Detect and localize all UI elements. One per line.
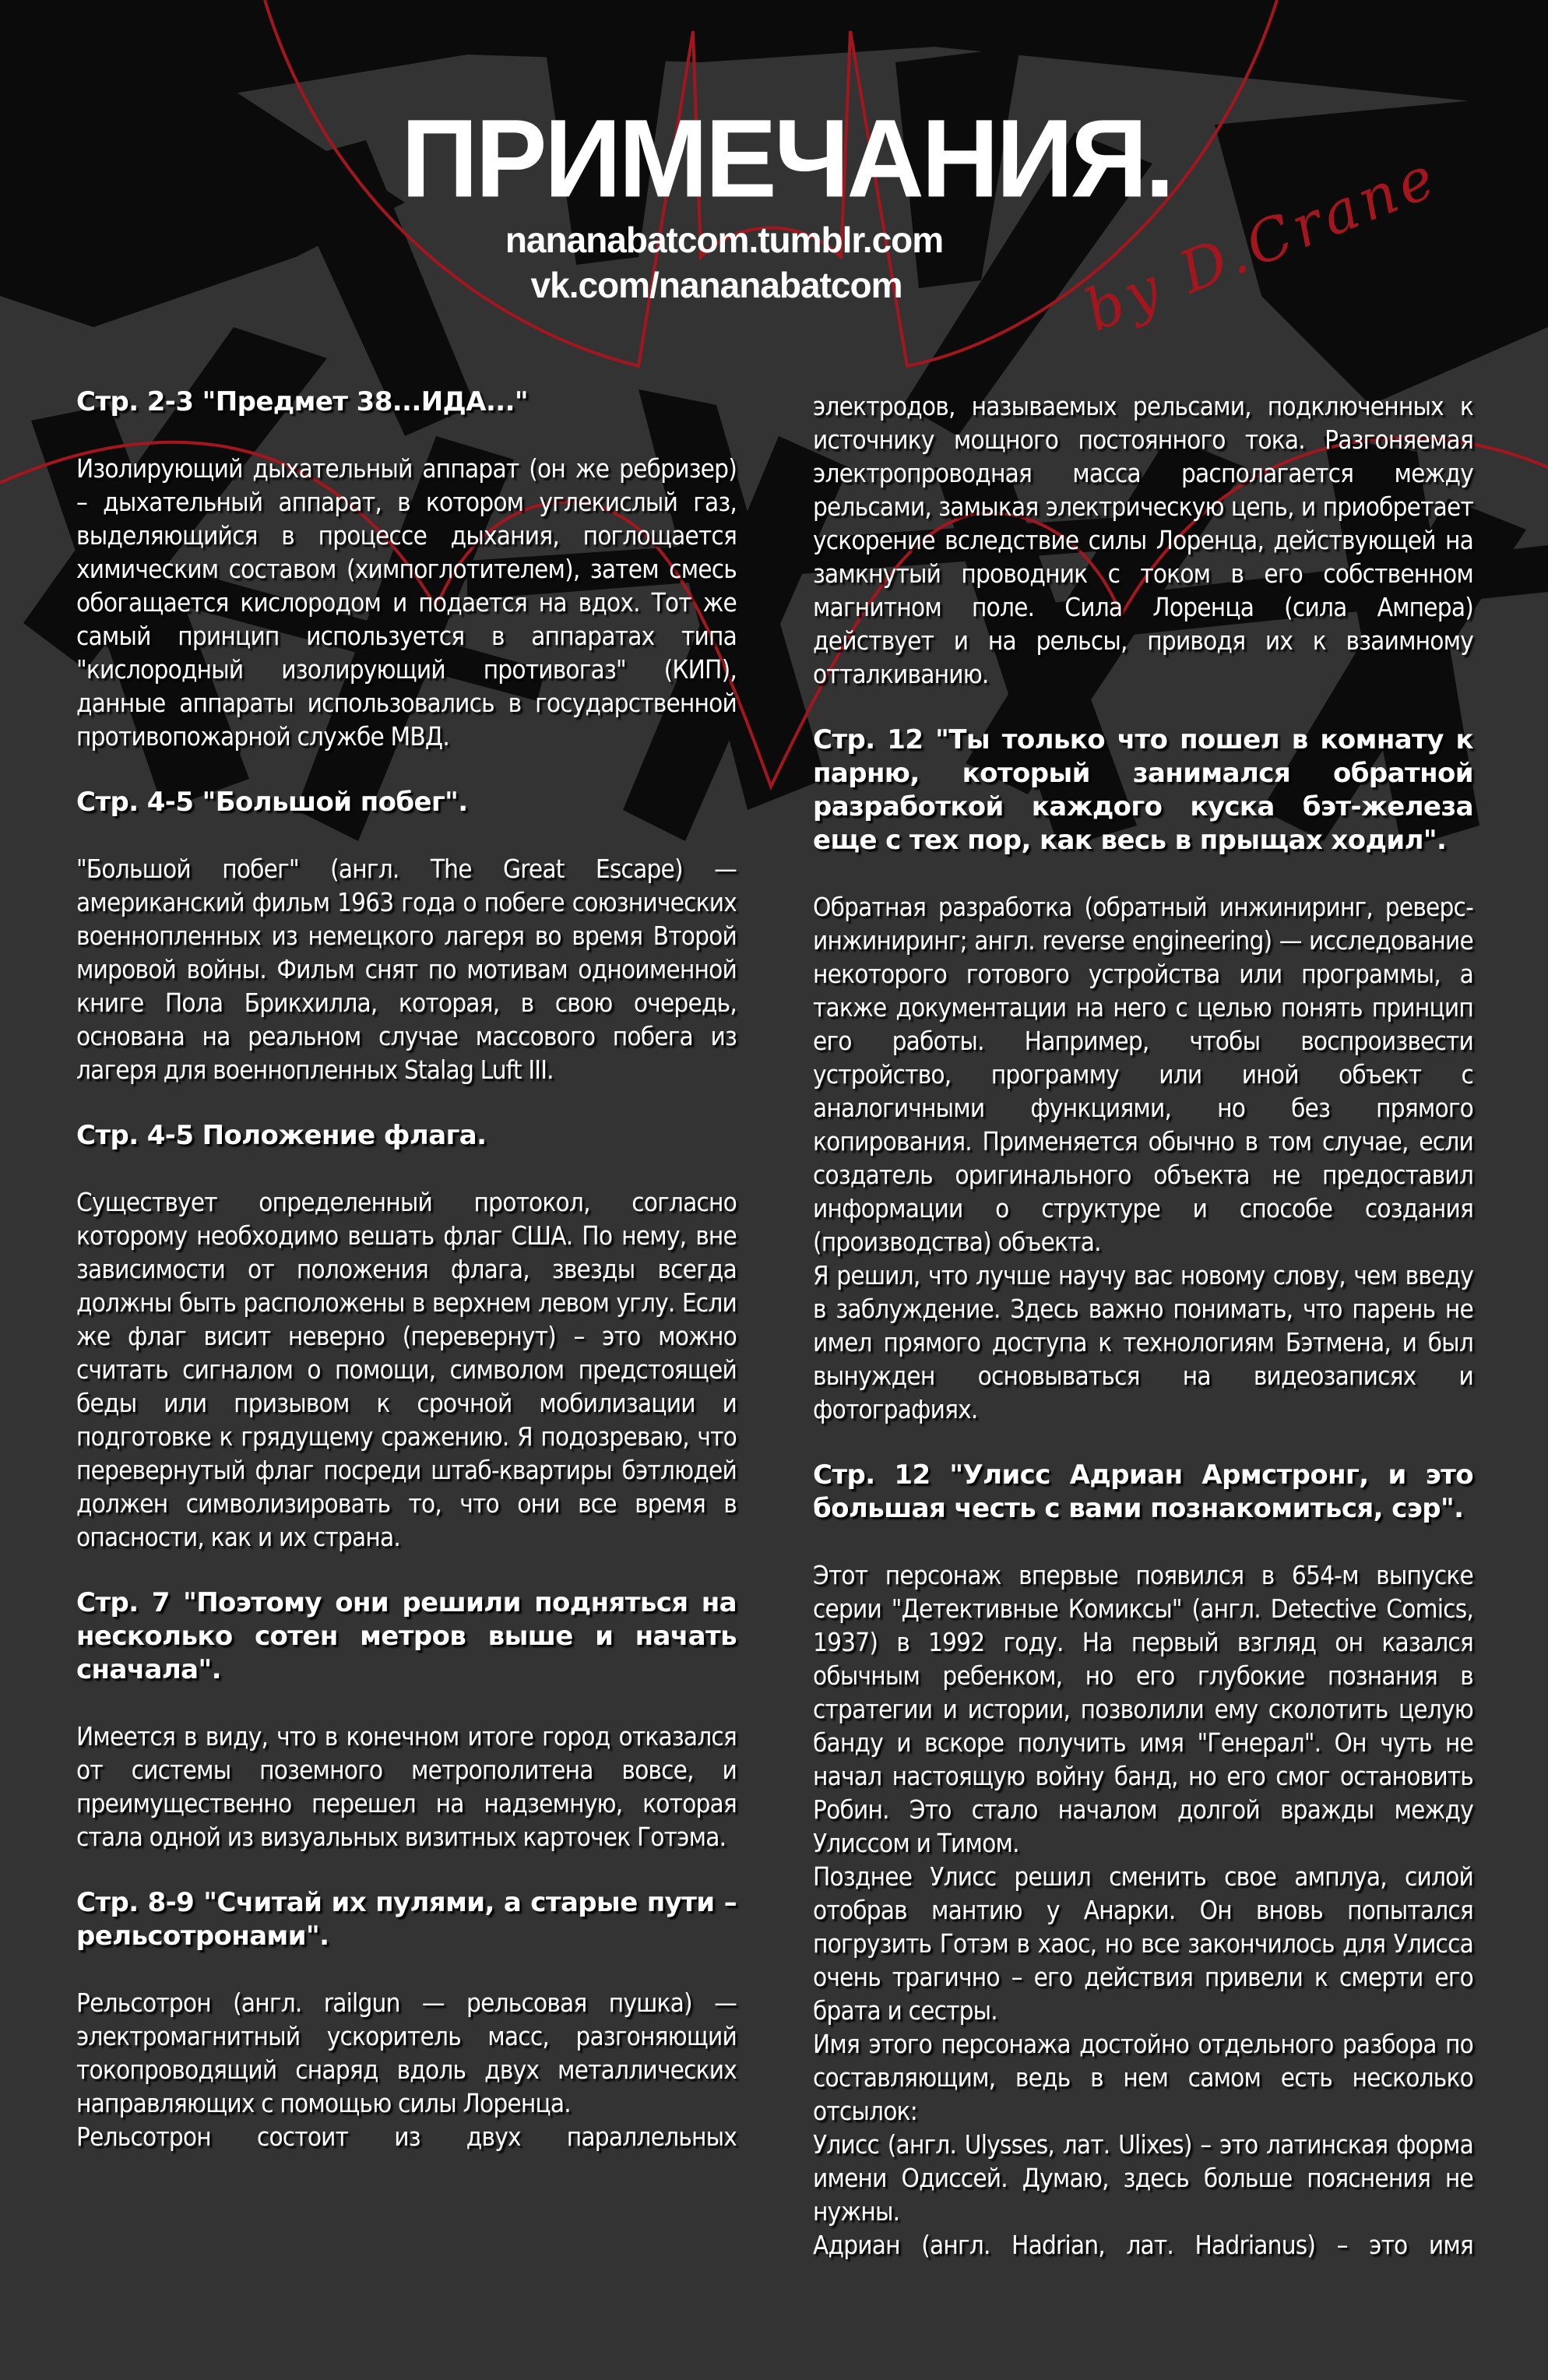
note-section — [813, 1459, 1473, 2262]
note-paragraph: "Большой побег" (англ. The Great Escape) — американский фильм 1963 года о побеге союзнических военнопленных из немецкого лагеря во время Второй мировой войны. Фильм снят по мотивам одноименной книге Пола Брикхилла, которая, в свою очередь, основана на реальном случае массового побега из лагеря для военнопленных Stalag Luft III. — [76, 854, 737, 1085]
note-paragraph: Рельсотрон состоит из двух параллельных — [76, 2121, 737, 2152]
note-section — [76, 1586, 737, 1854]
page-header — [0, 0, 1548, 366]
note-heading: Стр. 4-5 "Большой побег". — [76, 787, 468, 818]
note-paragraph: Я решил, что лучше научу вас новому слову, чем введу в заблуждение. Здесь важно понимать, что парень не имел прямого доступа к технологиям Бэтмена, и был вынужден основываться на видеозаписях и фотографиях. — [813, 1260, 1473, 1424]
left-column — [76, 386, 737, 2186]
note-heading: Стр. 12 "Ты только что пошел в комнату к парню, который занимался обратной разработкой каждого куска бэт-железа еще с тех пор, как весь в прыщах ходил". — [813, 724, 1473, 856]
note-paragraph: Имя этого персонажа достойно отдельного разбора по составляющим, ведь в нем самом есть несколько отсылок: — [813, 2029, 1473, 2126]
note-section — [76, 1119, 737, 1554]
note-heading: Стр. 4-5 Положение флага. — [76, 1120, 487, 1151]
note-paragraph: Существует определенный протокол, согласно которому необходимо вешать флаг США. По нему, вне зависимости от положения флага, звезды всегда должны быть расположены в верхнем левом углу. Если же флаг висит неверно (перевернут) – это можно считать сигналом о помощи, символом предстоящей беды или призывом к срочной мобилизации и подготовке к грядущему сражению. Я подозреваю, что перевернутый флаг посреди штаб-квартиры бэтлюдей должен символизировать то, что они все время в опасности, как и их страна. — [76, 1187, 737, 1552]
note-section — [76, 1886, 737, 2153]
note-section-continued — [813, 389, 1473, 691]
note-paragraph: Обратная разработка (обратный инжиниринг, реверс-инжиниринг; англ. reverse engineering) — исследование некоторого готового устройства или программы, а также документации на него с целью понять принцип его работы. Например, чтобы воспроизвести устройство, программу или иной объект с аналогичными функциями, но без прямого копирования. Применяется обычно в том случае, если создатель оригинального объекта не предоставил информации о структуре и способе создания (производства) объекта. — [813, 892, 1473, 1257]
note-section — [76, 386, 737, 753]
note-section — [813, 724, 1473, 1426]
page-title: ПРИМЕЧАНИЯ. — [401, 96, 1172, 220]
note-paragraph: Рельсотрон (англ. railgun — рельсовая пушка) — электромагнитный ускоритель масс, разгоняющий токопроводящий снаряд вдоль двух металлических направляющих с помощью силы Лоренца. — [76, 1987, 737, 2118]
note-heading: Стр. 8-9 "Считай их пулями, а старые пути – рельсотронами". — [76, 1887, 737, 1952]
note-paragraph: Улисс (англ. Ulysses, лат. Ulixes) – это латинская форма имени Одиссей. Думаю, здесь больше пояснения не нужны. — [813, 2129, 1473, 2227]
tumblr-link[interactable]: nananabatcom.tumblr.com — [505, 220, 944, 260]
note-paragraph: Адриан (англ. Hadrian, лат. Hadrianus) – это имя — [813, 2230, 1473, 2260]
note-paragraph: Имеется в виду, что в конечном итоге город отказался от системы поземного метрополитена вовсе, и преимущественно перешел на надземную, которая стала одной из визуальных визитных карточек Готэма. — [76, 1721, 737, 1852]
right-column — [813, 389, 1473, 2294]
note-paragraph: Этот персонаж впервые появился в 654-м выпуске серии "Детективные Комиксы" (англ. Detective Comics, 1937) в 1992 году. На первый взгляд он казался обычным ребенком, но его глубокие познания в стратегии и истории, позволили ему сколотить целую банду и вскоре получить имя "Генерал". Он чуть не начал настоящую войну банд, но его смог остановить Робин. Это стало началом долгой вражды между Улиссом и Тимом. — [813, 1560, 1473, 1858]
note-paragraph: Изолирующий дыхательный аппарат (он же ребризер) – дыхательный аппарат, в котором углекислый газ, выделяющийся в процессе дыхания, поглощается химическим составом (химпоглотителем), затем смесь обогащается кислородом и подается на вдох. Тот же самый принцип используется в аппаратах типа "кислородный изолирующий противогаз" (КИП), данные аппараты использовались в государственной противопожарной службе МВД. — [76, 453, 737, 752]
note-paragraph: электродов, называемых рельсами, подключенных к источнику мощного постоянного тока. Разгоняемая электропроводная масса располагается между рельсами, замыкая электрическую цепь, и приобретает ускорение вследствие силы Лоренца, действующей на замкнутый проводник с током в его собственном магнитном поле. Сила Лоренца (сила Ампера) действует и на рельсы, приводя их к взаимному отталкиванию. — [813, 391, 1473, 689]
author-signature: by D.Crane — [1075, 143, 1448, 345]
note-section — [76, 786, 737, 1086]
note-heading: Стр. 12 "Улисс Адриан Армстронг, и это большая честь с вами познакомиться, сэр". — [813, 1459, 1473, 1524]
vk-link[interactable]: vk.com/nananabatcom — [530, 265, 902, 305]
note-heading: Стр. 7 "Поэтому они решили подняться на несколько сотен метров выше и начать сначала". — [76, 1587, 737, 1685]
note-paragraph: Позднее Улисс решил сменить свое амплуа, силой отобрав мантию у Анарки. Он вновь попытался погрузить Готэм в хаос, но все закончилось для Улисса очень трагично – его действия привели к смерти его брата и сестры. — [813, 1861, 1473, 2026]
note-heading: Стр. 2-3 "Предмет 38...ИДА..." — [76, 386, 529, 417]
